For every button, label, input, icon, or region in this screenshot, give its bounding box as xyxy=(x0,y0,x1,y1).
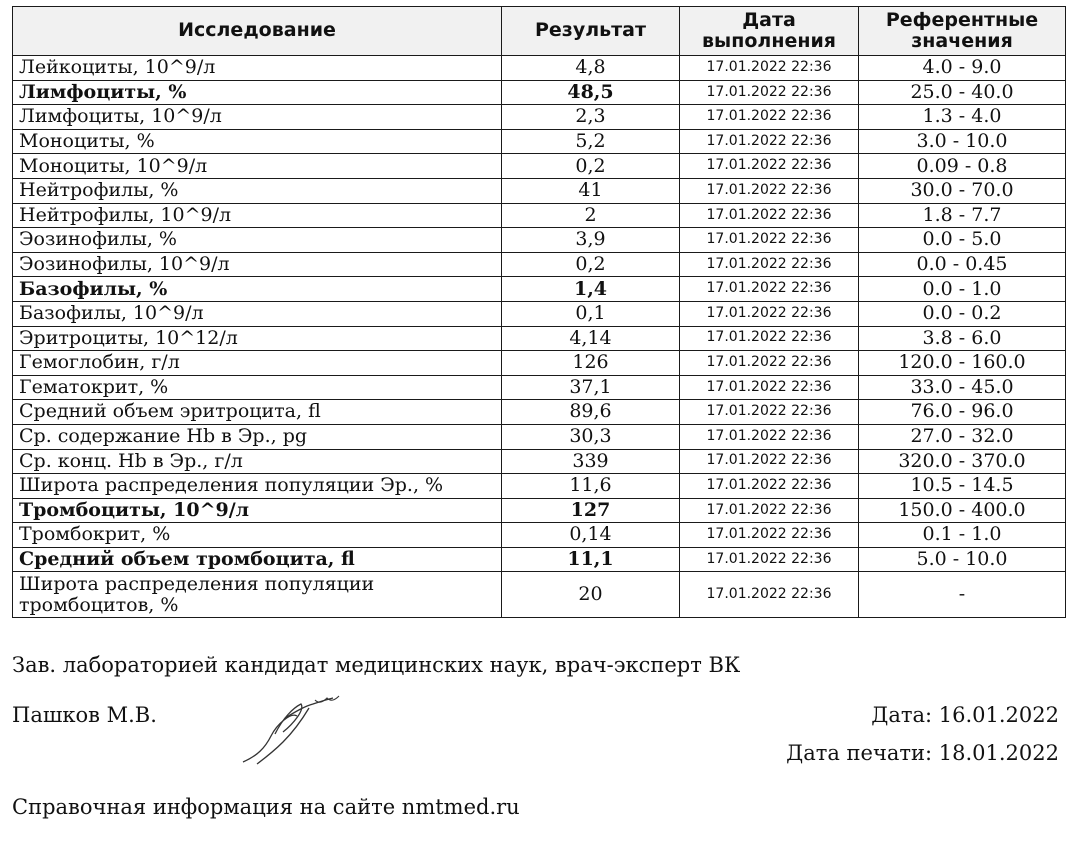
test-name: Эозинофилы, 10^9/л xyxy=(13,252,502,277)
report-date: Дата: 16.01.2022 xyxy=(871,703,1059,727)
test-name: Гемоглобин, г/л xyxy=(13,351,502,376)
test-result: 11,6 xyxy=(502,474,680,499)
test-result: 37,1 xyxy=(502,375,680,400)
test-result: 4,8 xyxy=(502,56,680,81)
table-row xyxy=(13,105,1066,130)
table-row xyxy=(13,80,1066,105)
test-date: 17.01.2022 22:36 xyxy=(680,301,859,326)
table-row xyxy=(13,129,1066,154)
test-date: 17.01.2022 22:36 xyxy=(680,203,859,228)
test-result: 0,2 xyxy=(502,154,680,179)
test-reference: 0.0 - 0.2 xyxy=(859,301,1066,326)
table-row xyxy=(13,547,1066,572)
test-date: 17.01.2022 22:36 xyxy=(680,154,859,179)
test-date: 17.01.2022 22:36 xyxy=(680,449,859,474)
test-date: 17.01.2022 22:36 xyxy=(680,547,859,572)
test-result: 1,4 xyxy=(502,277,680,302)
test-result: 126 xyxy=(502,351,680,376)
table-row xyxy=(13,572,1066,618)
table-row xyxy=(13,277,1066,302)
test-result: 48,5 xyxy=(502,80,680,105)
test-reference: 0.0 - 1.0 xyxy=(859,277,1066,302)
test-reference: - xyxy=(859,572,1066,618)
test-name: Базофилы, 10^9/л xyxy=(13,301,502,326)
test-date: 17.01.2022 22:36 xyxy=(680,375,859,400)
test-name: Лимфоциты, 10^9/л xyxy=(13,105,502,130)
test-name: Тромбокрит, % xyxy=(13,523,502,548)
test-name: Тромбоциты, 10^9/л xyxy=(13,498,502,523)
test-date: 17.01.2022 22:36 xyxy=(680,228,859,253)
test-name: Лейкоциты, 10^9/л xyxy=(13,56,502,81)
test-result: 0,1 xyxy=(502,301,680,326)
table-row xyxy=(13,474,1066,499)
test-name: Эозинофилы, % xyxy=(13,228,502,253)
test-result: 89,6 xyxy=(502,400,680,425)
test-date: 17.01.2022 22:36 xyxy=(680,80,859,105)
test-reference: 150.0 - 400.0 xyxy=(859,498,1066,523)
table-row xyxy=(13,154,1066,179)
test-result: 41 xyxy=(502,178,680,203)
test-name: Базофилы, % xyxy=(13,277,502,302)
test-name: Средний объем тромбоцита, fl xyxy=(13,547,502,572)
table-row xyxy=(13,228,1066,253)
test-reference: 320.0 - 370.0 xyxy=(859,449,1066,474)
table-row xyxy=(13,498,1066,523)
test-reference: 0.0 - 5.0 xyxy=(859,228,1066,253)
table-row xyxy=(13,301,1066,326)
test-name: Широта распределения популяции тромбоцитов, % xyxy=(13,572,502,618)
header-result: Результат xyxy=(502,7,680,56)
test-date: 17.01.2022 22:36 xyxy=(680,326,859,351)
table-row xyxy=(13,523,1066,548)
test-result: 2 xyxy=(502,203,680,228)
table-row xyxy=(13,424,1066,449)
test-date: 17.01.2022 22:36 xyxy=(680,105,859,130)
test-result: 2,3 xyxy=(502,105,680,130)
test-reference: 25.0 - 40.0 xyxy=(859,80,1066,105)
test-result: 0,2 xyxy=(502,252,680,277)
test-reference: 1.3 - 4.0 xyxy=(859,105,1066,130)
test-reference: 33.0 - 45.0 xyxy=(859,375,1066,400)
doctor-name: Пашков М.В. xyxy=(12,703,157,727)
test-reference: 0.1 - 1.0 xyxy=(859,523,1066,548)
test-name: Гематокрит, % xyxy=(13,375,502,400)
table-row xyxy=(13,449,1066,474)
table-row xyxy=(13,375,1066,400)
test-reference: 10.5 - 14.5 xyxy=(859,474,1066,499)
lab-results-table xyxy=(12,6,1066,618)
test-result: 3,9 xyxy=(502,228,680,253)
test-date: 17.01.2022 22:36 xyxy=(680,400,859,425)
test-name: Нейтрофилы, 10^9/л xyxy=(13,203,502,228)
test-name: Лимфоциты, % xyxy=(13,80,502,105)
table-row xyxy=(13,252,1066,277)
test-date: 17.01.2022 22:36 xyxy=(680,178,859,203)
table-row xyxy=(13,326,1066,351)
test-name: Нейтрофилы, % xyxy=(13,178,502,203)
test-name: Широта распределения популяции Эр., % xyxy=(13,474,502,499)
test-reference: 0.09 - 0.8 xyxy=(859,154,1066,179)
test-result: 20 xyxy=(502,572,680,618)
test-reference: 3.8 - 6.0 xyxy=(859,326,1066,351)
test-name: Ср. содержание Hb в Эр., pg xyxy=(13,424,502,449)
test-date: 17.01.2022 22:36 xyxy=(680,129,859,154)
test-result: 30,3 xyxy=(502,424,680,449)
test-date: 17.01.2022 22:36 xyxy=(680,424,859,449)
table-row xyxy=(13,351,1066,376)
test-reference: 4.0 - 9.0 xyxy=(859,56,1066,81)
test-result: 11,1 xyxy=(502,547,680,572)
test-reference: 5.0 - 10.0 xyxy=(859,547,1066,572)
test-result: 4,14 xyxy=(502,326,680,351)
reference-info: Справочная информация на сайте nmtmed.ru xyxy=(12,795,520,819)
header-date: Дата выполнения xyxy=(680,7,859,56)
test-reference: 3.0 - 10.0 xyxy=(859,129,1066,154)
test-reference: 120.0 - 160.0 xyxy=(859,351,1066,376)
test-date: 17.01.2022 22:36 xyxy=(680,523,859,548)
test-reference: 76.0 - 96.0 xyxy=(859,400,1066,425)
table-row xyxy=(13,56,1066,81)
test-reference: 30.0 - 70.0 xyxy=(859,178,1066,203)
test-date: 17.01.2022 22:36 xyxy=(680,252,859,277)
header-reference: Референтные значения xyxy=(859,7,1066,56)
test-date: 17.01.2022 22:36 xyxy=(680,474,859,499)
test-reference: 27.0 - 32.0 xyxy=(859,424,1066,449)
test-date: 17.01.2022 22:36 xyxy=(680,277,859,302)
test-date: 17.01.2022 22:36 xyxy=(680,572,859,618)
test-date: 17.01.2022 22:36 xyxy=(680,56,859,81)
table-row xyxy=(13,400,1066,425)
test-name: Эритроциты, 10^12/л xyxy=(13,326,502,351)
test-name: Средний объем эритроцита, fl xyxy=(13,400,502,425)
header-test: Исследование xyxy=(13,7,502,56)
test-result: 127 xyxy=(502,498,680,523)
test-result: 5,2 xyxy=(502,129,680,154)
test-result: 0,14 xyxy=(502,523,680,548)
test-name: Моноциты, % xyxy=(13,129,502,154)
test-reference: 1.8 - 7.7 xyxy=(859,203,1066,228)
test-name: Ср. конц. Hb в Эр., г/л xyxy=(13,449,502,474)
test-reference: 0.0 - 0.45 xyxy=(859,252,1066,277)
test-date: 17.01.2022 22:36 xyxy=(680,351,859,376)
signature-image xyxy=(235,694,345,766)
table-header-row xyxy=(13,7,1066,56)
table-row xyxy=(13,178,1066,203)
lab-head-position: Зав. лабораторией кандидат медицинских наук, врач-эксперт ВК xyxy=(12,653,741,677)
test-name: Моноциты, 10^9/л xyxy=(13,154,502,179)
print-date: Дата печати: 18.01.2022 xyxy=(786,741,1059,765)
test-date: 17.01.2022 22:36 xyxy=(680,498,859,523)
test-result: 339 xyxy=(502,449,680,474)
table-row xyxy=(13,203,1066,228)
